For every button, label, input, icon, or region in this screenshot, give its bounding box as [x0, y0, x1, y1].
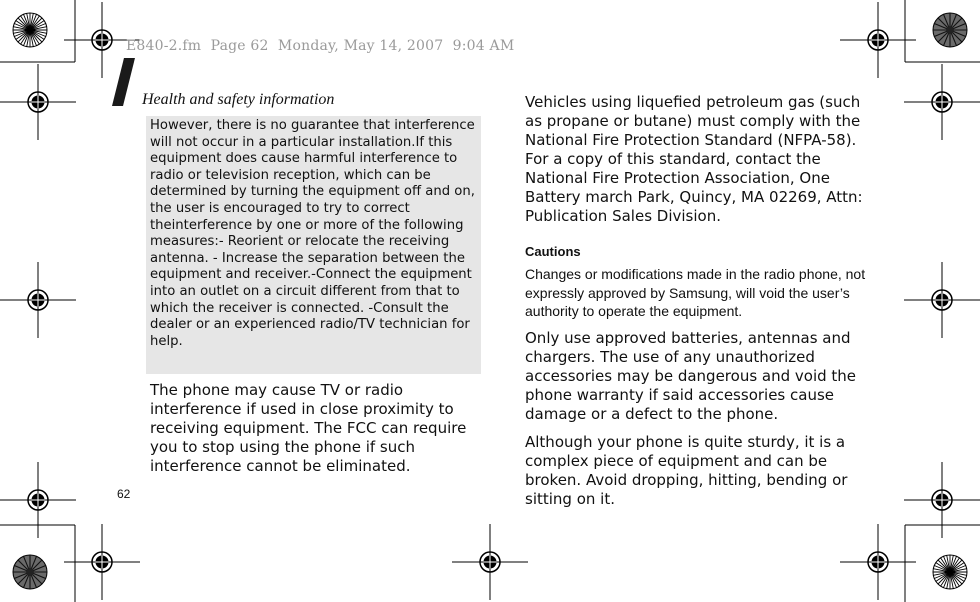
right-column — [525, 93, 870, 509]
page-number: 62 — [117, 487, 131, 501]
phone-sturdiness-paragraph: Although your phone is quite sturdy, it is a complex piece of equipment and can be broken. Avoid dropping, hitting, bending or sitting on it. — [525, 432, 848, 508]
print-file-header: E840-2.fm Page 62 Monday, May 14, 2007 9:04 AM — [126, 38, 515, 54]
cautions-paragraph: Changes or modifications made in the radio phone, not expressly approved by Samsung, will void the user’s authority to operate the equipment. — [525, 266, 866, 320]
section-title: Health and safety information — [142, 91, 335, 108]
approved-accessories-paragraph: Only use approved batteries, antennas and chargers. The use of any unauthorized accessories may be dangerous and void the phone warranty if said accessories cause damage or a defect to the phone. — [525, 328, 857, 423]
lpg-vehicles-paragraph: Vehicles using liquefied petroleum gas (such as propane or butane) must comply with the National Fire Protection Standard (NFPA-58). For a copy of this standard, contact the National Fire Protection Association, One Battery march Park, Quincy, MA 02269, Attn: Publication Sales Division. — [525, 93, 863, 225]
cautions-heading: Cautions — [525, 244, 581, 259]
fcc-note-box: However, there is no guarantee that interference will not occur in a particular installation.If this equipment does cause harmful interference to radio or television reception, which can be determined by turning the equipment off and on, the user is encouraged to try to correct theinterference by one or more of the following measures:- Reorient or relocate the receiving antenna. - Increase the separation between the equipment and receiver.-Connect the equipment into an outlet on a circuit different from that to which the receiver is connected. -Consult the dealer or an experienced radio/TV technician for help. — [146, 116, 481, 374]
tv-interference-paragraph: The phone may cause TV or radio interference if used in close proximity to receiving equipment. The FCC can require you to stop using the phone if such interference cannot be eliminated. — [150, 381, 467, 475]
